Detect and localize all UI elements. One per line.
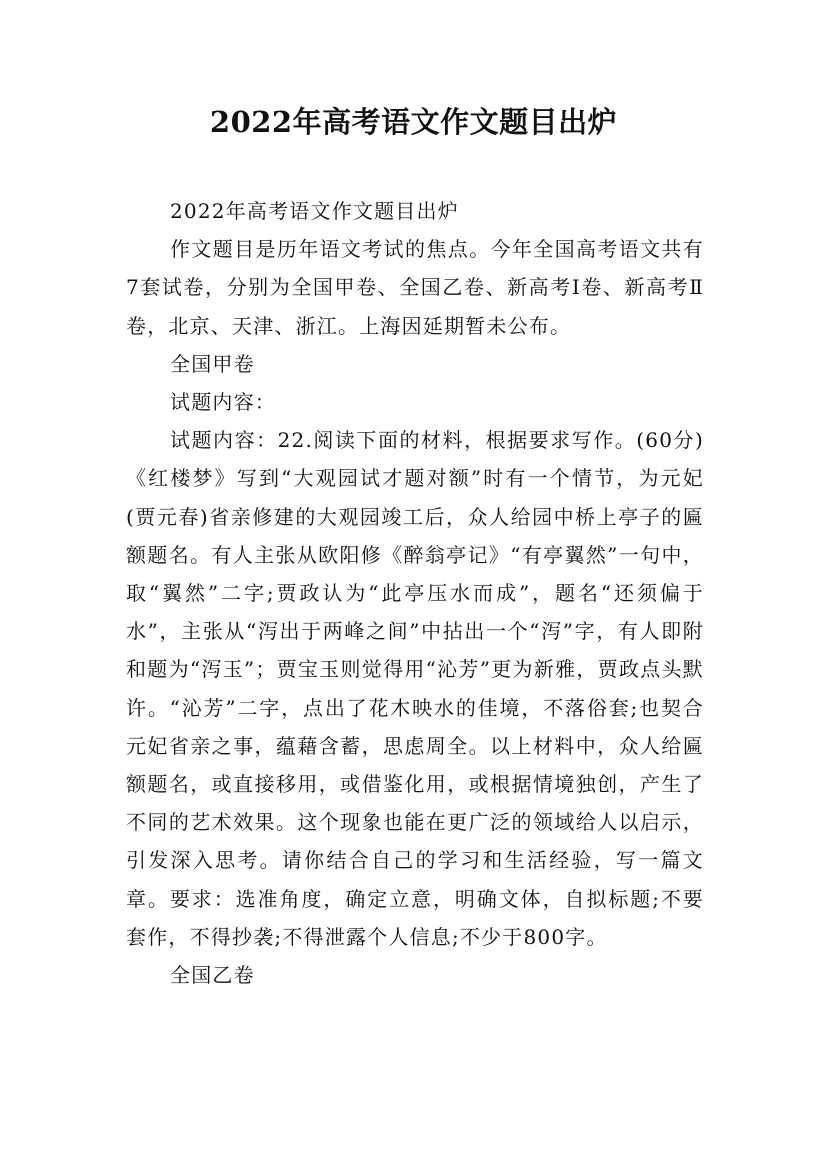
paragraph-intro: 作文题目是历年语文考试的焦点。今年全国高考语文共有7套试卷，分别为全国甲卷、全国乙卷、新高考Ⅰ卷、新高考Ⅱ卷，北京、天津、浙江。上海因延期暂未公布。: [126, 237, 704, 338]
question-label: 试题内容：: [170, 390, 276, 415]
question-text: 试题内容：22.阅读下面的材料，根据要求写作。(60分)《红楼梦》写到“大观园试才题对额”时有一个情节，为元妃(贾元春)省亲修建的大观园竣工后，众人给园中桥上亭子的匾额题名。有人主张从欧阳修《醉翁亭记》“有亭翼然”一句中，取“翼然”二字;贾政认为“此亭压水而成”，题名“还须偏于水”，主张从“泻出于两峰之间”中拈出一个“泻”字，有人即附和题为“泻玉”；贾宝玉则觉得用“沁芳”更为新雅，贾政点头默许。“沁芳”二字，点出了花木映水的佳境，不落俗套;也契合元妃省亲之事，蕴藉含蓄，思虑周全。以上材料中，众人给匾额题名，或直接移用，或借鉴化用，或根据情境独创，产生了不同的艺术效果。这个现象也能在更广泛的领域给人以启示，引发深入思考。请你结合自己的学习和生活经验，写一篇文章。要求：选准角度，确定立意，明确文体，自拟标题;不要套作，不得抄袭;不得泄露个人信息;不少于800字。: [126, 428, 704, 949]
document-title: 2022年高考语文作文题目出炉: [209, 105, 618, 139]
paragraph-heading-repeat: 2022年高考语文作文题目出炉: [170, 199, 459, 223]
section-heading-national-a: 全国甲卷: [170, 351, 255, 376]
section-heading-national-b: 全国乙卷: [170, 963, 255, 988]
document-body: [126, 192, 704, 994]
